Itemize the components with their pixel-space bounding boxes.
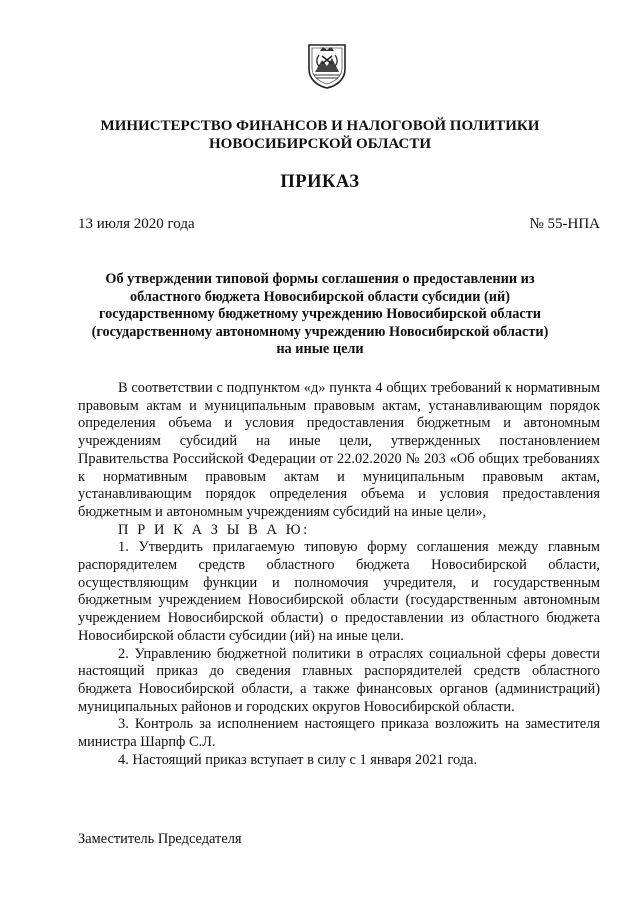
- subject-line: на иные цели: [276, 341, 364, 357]
- ministry-name: [60, 117, 580, 153]
- subject-line: областного бюджета Новосибирской области субсидии (ий): [129, 288, 511, 305]
- subject-line: (государственному автономному учреждению Новосибирской области): [91, 323, 549, 340]
- document-type-title: ПРИКАЗ: [280, 172, 360, 192]
- order-number: № 55-НПА: [529, 216, 600, 232]
- order-item: 3. Контроль за исполнением настоящего приказа возложить на заместителя министра Шарпф С.Л.: [78, 716, 600, 751]
- ministry-line-2: НОВОСИБИРСКОЙ ОБЛАСТИ: [208, 136, 432, 152]
- order-item: 1. Утвердить прилагаемую типовую форму соглашения между главным распорядителем средств областного бюджета Новосибирской области, осуществляющим функции и полномочия учредителя, и государственным бюджетным учреждением Новосибирской области (государственным автономным учреждением Новосибирской области) о предоставлении из областного бюджета Новосибирской области субсидии (ий) на иные цели.: [78, 539, 600, 644]
- order-subject: [82, 271, 558, 359]
- order-date: 13 июля 2020 года: [78, 216, 195, 232]
- subject-line: государственному бюджетному учреждению Новосибирской области: [99, 306, 541, 322]
- signature-title: Заместитель Председателя: [78, 831, 242, 847]
- order-body: [78, 380, 600, 769]
- order-item: 2. Управлению бюджетной политики в отраслях социальной сферы довести настоящий приказ до сведения главных распорядителей средств областного бюджета Новосибирской области, а также финансовых органов (администраций) муниципальных районов и городских округов Новосибирской области.: [78, 645, 600, 715]
- ministry-line-1: МИНИСТЕРСТВО ФИНАНСОВ И НАЛОГОВОЙ ПОЛИТИКИ: [100, 118, 540, 134]
- preamble-paragraph: В соответствии с подпунктом «д» пункта 4 общих требований к нормативным правовым актам и муниципальным правовым актам, устанавливающим порядок определения объема и условия предоставления бюджетным и автономным учреждениям субсидий на иные цели, утвержденных постановлением Правительства Российской Федерации от 22.02.2020 № 203 «Об общих требованиях к нормативным правовым актам и муниципальным правовым актам, устанавливающим порядок определения объема и условия предоставления бюджетным и автономным учреждениям субсидий на иные цели»,: [78, 380, 600, 520]
- order-item: 4. Настоящий приказ вступает в силу с 1 января 2021 года.: [118, 751, 478, 768]
- coat-of-arms-icon: [306, 42, 348, 90]
- orders-heading: П Р И К А З Ы В А Ю:: [118, 521, 310, 538]
- subject-line: Об утверждении типовой формы соглашения о предоставлении из: [105, 271, 535, 287]
